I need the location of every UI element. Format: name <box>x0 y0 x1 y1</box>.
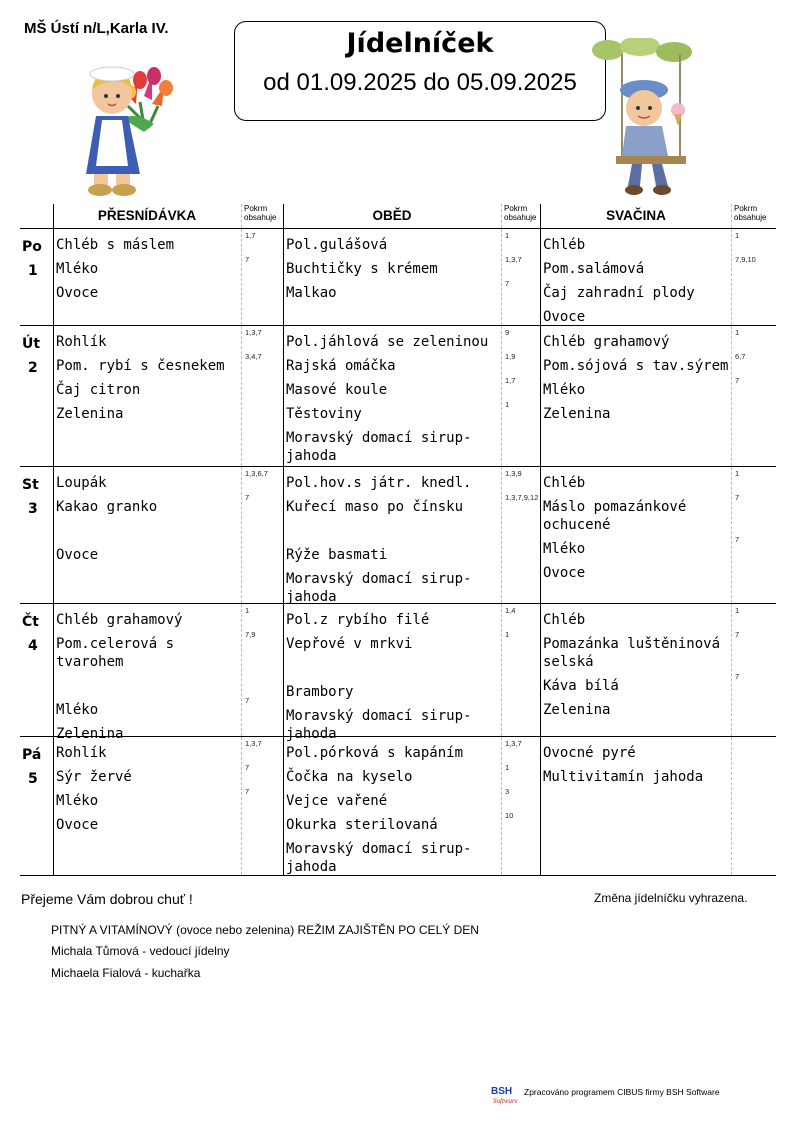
menu-item: Rýže basmati <box>286 547 388 563</box>
meal-cell-c1 <box>53 741 241 837</box>
menu-item: Chléb s máslem <box>56 237 175 253</box>
day-abbr: Út <box>22 336 41 352</box>
menu-item: Pom. rybí s česnekem <box>56 358 225 374</box>
allergen-code: 7 <box>245 787 250 796</box>
menu-item: Vepřové v mrkvi <box>286 636 413 652</box>
menu-item: Zelenina <box>543 702 611 718</box>
day-abbr: Po <box>22 239 42 255</box>
allergen-code: 3,4,7 <box>245 352 262 361</box>
bsh-logo-icon <box>490 1083 520 1105</box>
meal-cell-c2 <box>283 330 501 468</box>
menu-item: Čaj zahradní plody <box>543 285 695 301</box>
menu-item: Pomazánka luštěninová selská <box>543 636 721 670</box>
meal-cell-c3 <box>540 471 731 585</box>
allergen-code: 1,7 <box>245 231 256 240</box>
allergen-code: 3 <box>505 787 510 796</box>
day-number: 4 <box>28 638 38 654</box>
day-abbr: St <box>22 477 39 493</box>
header-pokrm-3: Pokrm obsahuje <box>734 204 767 222</box>
menu-item: Máslo pomazánkové ochucené <box>543 499 687 533</box>
meal-cell-c3 <box>540 608 731 722</box>
change-note: Změna jídelníčku vyhrazena. <box>594 891 748 905</box>
menu-item: Pom.sójová s tav.sýrem <box>543 358 729 374</box>
header-pokrm-1: Pokrm obsahuje <box>244 204 277 222</box>
menu-item <box>53 519 241 543</box>
menu-item: Kuřecí maso po čínsku <box>286 499 464 515</box>
menu-item: Čočka na kyselo <box>286 769 413 785</box>
meal-cell-c3 <box>540 233 731 329</box>
menu-item: Rohlík <box>56 745 107 761</box>
meal-cell-c1 <box>53 608 241 746</box>
menu-item: Buchtičky s krémem <box>286 261 438 277</box>
day-label <box>22 473 39 521</box>
menu-item: Chléb <box>543 475 586 491</box>
menu-item: Moravský domací sirup-jahoda <box>286 430 472 464</box>
wish-text: Přejeme Vám dobrou chuť ! <box>21 891 193 907</box>
allergen-code: 1 <box>735 469 740 478</box>
menu-item: Čaj citron <box>56 382 141 398</box>
allergen-code: 1,3,7 <box>505 255 522 264</box>
menu-item <box>283 656 501 680</box>
allergen-code: 1,3,6,7 <box>245 469 268 478</box>
allergen-code: 7 <box>245 763 250 772</box>
day-rows <box>20 229 776 876</box>
menu-item: Pol.pórková s kapáním <box>286 745 464 761</box>
header-svacina: SVAČINA <box>606 208 666 223</box>
cook-name: Michaela Fialová - kuchařka <box>51 966 201 980</box>
allergen-code: 7 <box>245 696 250 705</box>
menu-item: Pom.salámová <box>543 261 645 277</box>
menu-item: Ovoce <box>56 817 99 833</box>
menu-item: Vejce vařené <box>286 793 388 809</box>
allergen-code: 7 <box>735 376 740 385</box>
day-label <box>22 743 41 791</box>
menu-item: Ovoce <box>543 565 586 581</box>
allergen-code: 1 <box>735 606 740 615</box>
menu-item: Mléko <box>56 702 99 718</box>
menu-item: Chléb <box>543 612 586 628</box>
day-row <box>20 326 776 467</box>
meal-cell-c2 <box>283 233 501 305</box>
allergen-code: 1 <box>505 400 510 409</box>
menu-item: Ovoce <box>56 285 99 301</box>
menu-item: Těstoviny <box>286 406 362 422</box>
menu-item: Moravský domací sirup-jahoda <box>286 841 472 875</box>
menu-item <box>283 519 501 543</box>
menu-item: Káva bílá <box>543 678 619 694</box>
allergen-code: 10 <box>505 811 514 820</box>
menu-item: Okurka sterilovaná <box>286 817 438 833</box>
menu-item: Pom.celerová s tvarohem <box>56 636 175 670</box>
boy-on-swing-image <box>588 38 696 196</box>
meal-cell-c2 <box>283 608 501 746</box>
software-credit: Zpracováno programem CIBUS firmy BSH Software <box>524 1087 720 1097</box>
menu-item: Pol.hov.s játr. knedl. <box>286 475 472 491</box>
menu-item: Malkao <box>286 285 337 301</box>
menu-item: Mléko <box>543 382 586 398</box>
allergen-code: 9 <box>505 328 510 337</box>
meal-cell-c2 <box>283 741 501 879</box>
allergen-code: 1 <box>505 763 510 772</box>
menu-item: Pol.z rybího filé <box>286 612 430 628</box>
header-pokrm-2: Pokrm obsahuje <box>504 204 537 222</box>
day-abbr: Čt <box>22 614 39 630</box>
day-label <box>22 235 42 283</box>
menu-item: Rohlík <box>56 334 107 350</box>
allergen-code: 1 <box>505 231 510 240</box>
menu-item: Zelenina <box>543 406 611 422</box>
header-presnidavka: PŘESNÍDÁVKA <box>97 208 197 223</box>
allergen-code: 7 <box>735 493 740 502</box>
allergen-code: 1,3,7 <box>245 328 262 337</box>
menu-item: Sýr žervé <box>56 769 132 785</box>
allergen-code: 7 <box>505 279 510 288</box>
head-of-canteen: Michala Tůmová - vedoucí jídelny <box>51 944 230 958</box>
svg-text:BSH: BSH <box>491 1086 513 1097</box>
menu-item: Ovocné pyré <box>543 745 636 761</box>
allergen-code: 1,3,7 <box>505 739 522 748</box>
day-row <box>20 604 776 742</box>
menu-item: Brambory <box>286 684 354 700</box>
allergen-code: 1 <box>245 606 250 615</box>
day-label <box>22 610 39 658</box>
menu-item: Loupák <box>56 475 107 491</box>
menu-item: Pol.gulášová <box>286 237 388 253</box>
allergen-code: 1 <box>505 630 510 639</box>
page-title: Jídelníček <box>346 28 494 59</box>
menu-item: Masové koule <box>286 382 388 398</box>
menu-item <box>53 674 241 698</box>
day-label <box>22 332 40 380</box>
day-number: 5 <box>28 771 38 787</box>
allergen-code: 1 <box>735 328 740 337</box>
menu-item: Chléb grahamový <box>543 334 670 350</box>
menu-item: Ovoce <box>56 547 99 563</box>
day-abbr: Pá <box>22 747 42 763</box>
allergen-code: 1 <box>735 231 740 240</box>
day-row <box>20 467 776 604</box>
menu-item: Moravský domací sirup-jahoda <box>286 708 472 742</box>
title-box <box>234 21 606 121</box>
svg-text:Software: Software <box>493 1097 518 1105</box>
menu-item: Ovoce <box>543 309 586 325</box>
meal-cell-c3 <box>540 741 731 789</box>
menu-item: Rajská omáčka <box>286 358 396 374</box>
allergen-code: 1,7 <box>505 376 516 385</box>
school-name: MŠ Ústí n/L,Karla IV. <box>24 20 169 37</box>
meal-cell-c3 <box>540 330 731 426</box>
allergen-code: 7,9 <box>245 630 256 639</box>
header-obed: OBĚD <box>372 208 412 223</box>
allergen-code: 1,3,7 <box>245 739 262 748</box>
allergen-code: 7,9,10 <box>735 255 756 264</box>
drink-regime: PITNÝ A VITAMÍNOVÝ (ovoce nebo zelenina) REŽIM ZAJIŠTĚN PO CELÝ DEN <box>51 923 479 937</box>
table-header <box>20 204 776 229</box>
day-number: 1 <box>28 263 38 279</box>
allergen-code: 1,3,9 <box>505 469 522 478</box>
meal-cell-c1 <box>53 330 241 426</box>
meal-cell-c1 <box>53 233 241 305</box>
day-number: 2 <box>28 360 38 376</box>
menu-item: Mléko <box>56 261 99 277</box>
allergen-code: 7 <box>735 535 740 544</box>
day-number: 3 <box>28 501 38 517</box>
allergen-code: 7 <box>735 630 740 639</box>
menu-item: Moravský domací sirup-jahoda <box>286 571 472 605</box>
allergen-code: 6,7 <box>735 352 746 361</box>
menu-item: Pol.jáhlová se zeleninou <box>286 334 489 350</box>
allergen-code: 7 <box>735 672 740 681</box>
menu-item: Chléb grahamový <box>56 612 183 628</box>
allergen-code: 7 <box>245 255 250 264</box>
menu-item: Mléko <box>543 541 586 557</box>
allergen-code: 1,9 <box>505 352 516 361</box>
menu-table <box>20 204 776 876</box>
menu-item: Kakao granko <box>56 499 158 515</box>
allergen-code: 1,3,7,9,12 <box>505 493 539 502</box>
menu-item: Zelenina <box>56 406 124 422</box>
day-row <box>20 229 776 326</box>
menu-item: Multivitamín jahoda <box>543 769 704 785</box>
allergen-code: 1,4 <box>505 606 516 615</box>
allergen-code: 7 <box>245 493 250 502</box>
meal-cell-c1 <box>53 471 241 567</box>
day-row <box>20 737 776 876</box>
menu-item: Mléko <box>56 793 99 809</box>
girl-with-flowers-image <box>78 66 178 198</box>
meal-cell-c2 <box>283 471 501 609</box>
date-range: od 01.09.2025 do 05.09.2025 <box>263 69 577 96</box>
menu-item: Chléb <box>543 237 586 253</box>
menu-item: Zelenina <box>56 726 124 742</box>
